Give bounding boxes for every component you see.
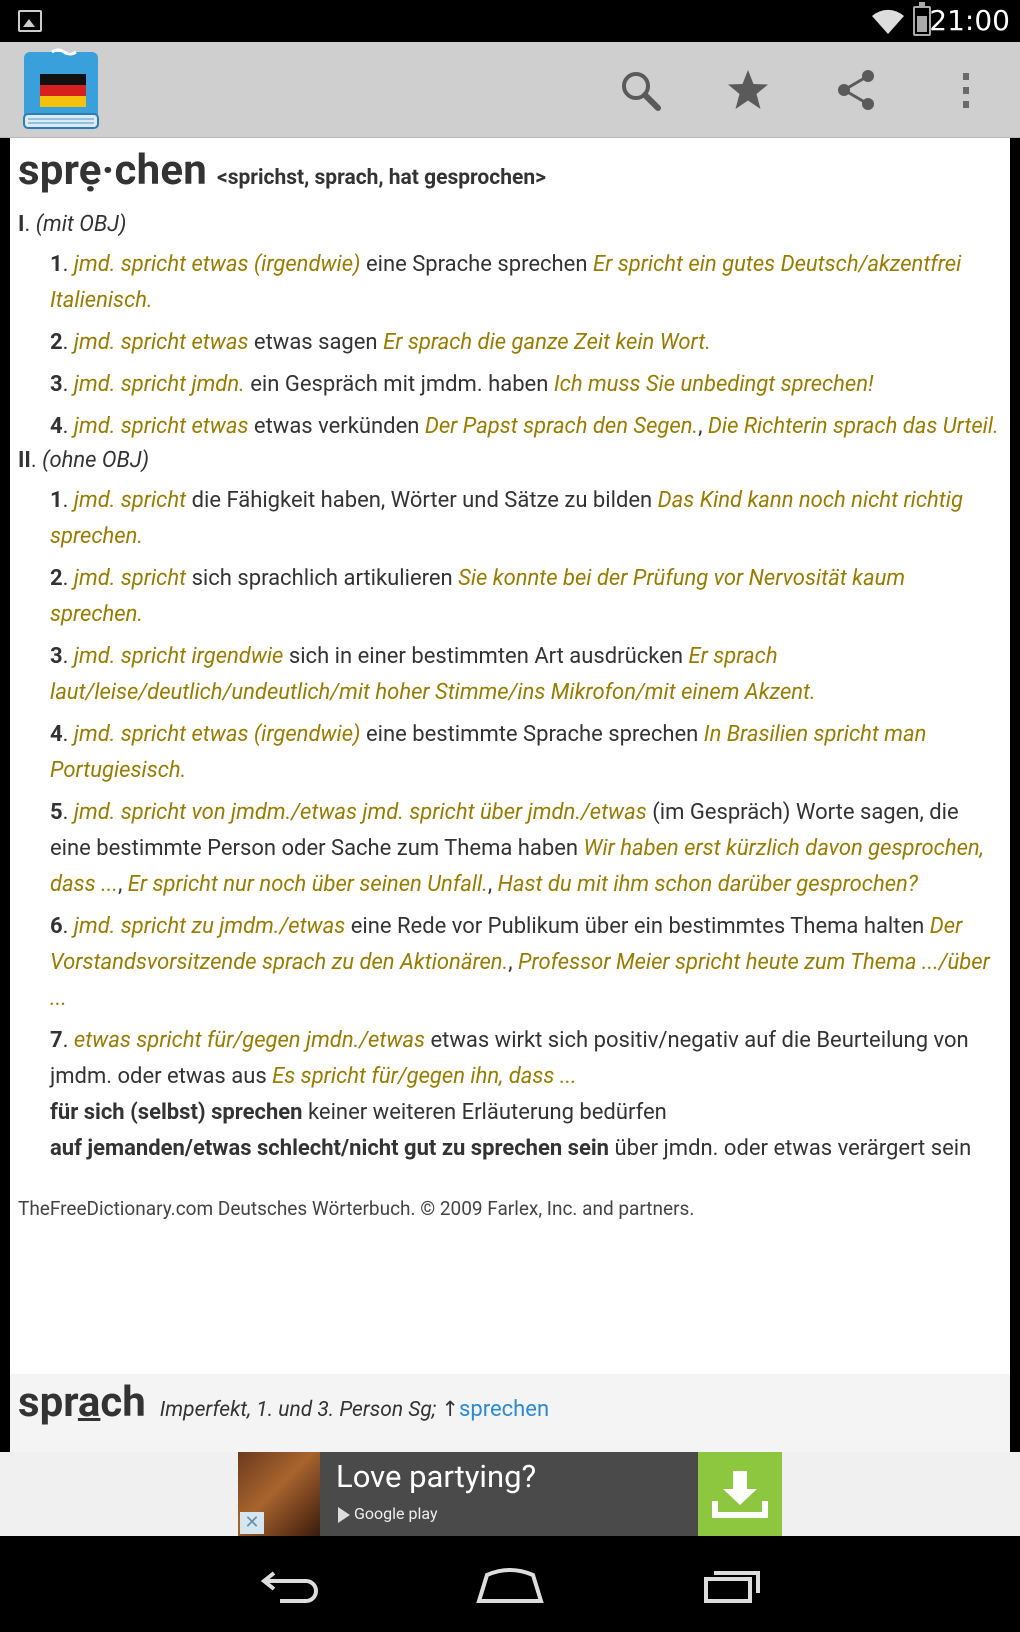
ad-image[interactable] [238,1452,320,1536]
wifi-icon [870,6,906,36]
headword-sprach: sprach [18,1378,146,1427]
sense: 6. jmd. spricht zu jmdm./etwas eine Rede vor Publikum über ein bestimmtes Thema halten Der Vorstandsvorsitzende sprach zu den Aktionären., Professor Meier spricht heute zum Thema .../über ... [50,914,990,1011]
sense: 4. jmd. spricht etwas (irgendwie) eine bestimmte Sprache sprechen In Brasilien spricht man Portugiesisch. [50,722,927,783]
app-logo-icon[interactable] [22,48,102,132]
status-time: 21:00 [929,4,1010,37]
share-icon[interactable] [830,64,882,116]
idiom: auf jemanden/etwas schlecht/nicht gut zu sprechen sein über jmdn. oder etwas verärgert sein [50,1136,972,1161]
sense: 3. jmd. spricht jmdn. ein Gespräch mit jmdm. haben Ich muss Sie unbedingt sprechen! [50,372,874,397]
ad-store-label: Google play [338,1504,438,1523]
navigation-bar [0,1536,1020,1632]
google-play-icon [338,1507,350,1523]
ad-title[interactable]: Love partying? [336,1458,537,1495]
sense: 7. etwas spricht für/gegen jmdn./etwas etwas wirkt sich positiv/negativ auf die Beurteilung von jmdm. oder etwas aus Es spricht für/gegen ihn, dass ... [50,1028,969,1089]
entry-sprach [10,1374,1010,1452]
image-notification-icon [18,10,42,32]
sense: 2. jmd. spricht etwas etwas sagen Er sprach die ganze Zeit kein Wort. [50,330,711,355]
overflow-menu-icon[interactable] [940,64,992,116]
back-button[interactable] [252,1560,332,1610]
back-icon [260,1565,324,1605]
sense: 1. jmd. spricht die Fähigkeit haben, Wörter und Sätze zu bilden Das Kind kann noch nicht richtig sprechen. [50,488,963,549]
sense: 1. jmd. spricht etwas (irgendwie) eine Sprache sprechen Er spricht ein gutes Deutsch/akzentfrei Italienisch. [50,252,962,313]
headword-line [18,146,1002,195]
home-icon [475,1565,545,1605]
sense: 2. jmd. spricht sich sprachlich artikulieren Sie konnte bei der Prüfung vor Nervosität kaum sprechen. [50,566,906,627]
battery-icon [913,6,931,36]
action-bar [0,42,1020,138]
cross-reference-link[interactable]: sprechen [459,1397,550,1422]
sense: 5. jmd. spricht von jmdm./etwas jmd. spricht über jmdn./etwas (im Gespräch) Worte sagen, die eine bestimmte Person oder Sache zum Thema haben Wir haben erst kürzlich davon gesprochen, dass ..., Er spricht nur noch über seinen Unfall., Hast du mit ihm schon darüber gesprochen? [50,800,984,897]
sense: 4. jmd. spricht etwas etwas verkünden Der Papst sprach den Segen., Die Richterin sprach das Urteil. [50,414,999,439]
source-credit: TheFreeDictionary.com Deutsches Wörterbuch. © 2009 Farlex, Inc. and partners. [18,1197,695,1220]
status-bar [0,0,1020,42]
search-icon[interactable] [614,64,666,116]
home-button[interactable] [470,1560,550,1610]
section-heading: I. (mit OBJ) [18,212,127,237]
download-icon [711,1467,769,1521]
star-icon[interactable] [722,64,774,116]
ad-content[interactable] [238,1452,782,1536]
ad-download-button[interactable] [698,1452,782,1536]
dictionary-content[interactable] [10,138,1010,1452]
headword: sprẹ·chen [18,146,207,195]
section-heading: II. (ohne OBJ) [18,448,150,473]
recent-apps-icon [702,1565,766,1605]
recent-apps-button[interactable] [694,1560,774,1610]
sense: 3. jmd. spricht irgendwie sich in einer bestimmten Art ausdrücken Er sprach laut/leise/deutlich/undeutlich/mit hoher Stimme/ins Mikrofon/mit einem Akzent. [50,644,816,705]
ad-banner [0,1452,1020,1536]
entry-sprechen [10,138,1010,1220]
idiom: für sich (selbst) sprechen keiner weiteren Erläuterung bedürfen [50,1100,667,1125]
inflected-forms: <sprichst, sprach, hat gesprochen> [216,166,546,190]
grammar-note: Imperfekt, 1. und 3. Person Sg; ↑sprechen [159,1397,550,1422]
ad-close-icon[interactable]: ✕ [240,1512,264,1534]
